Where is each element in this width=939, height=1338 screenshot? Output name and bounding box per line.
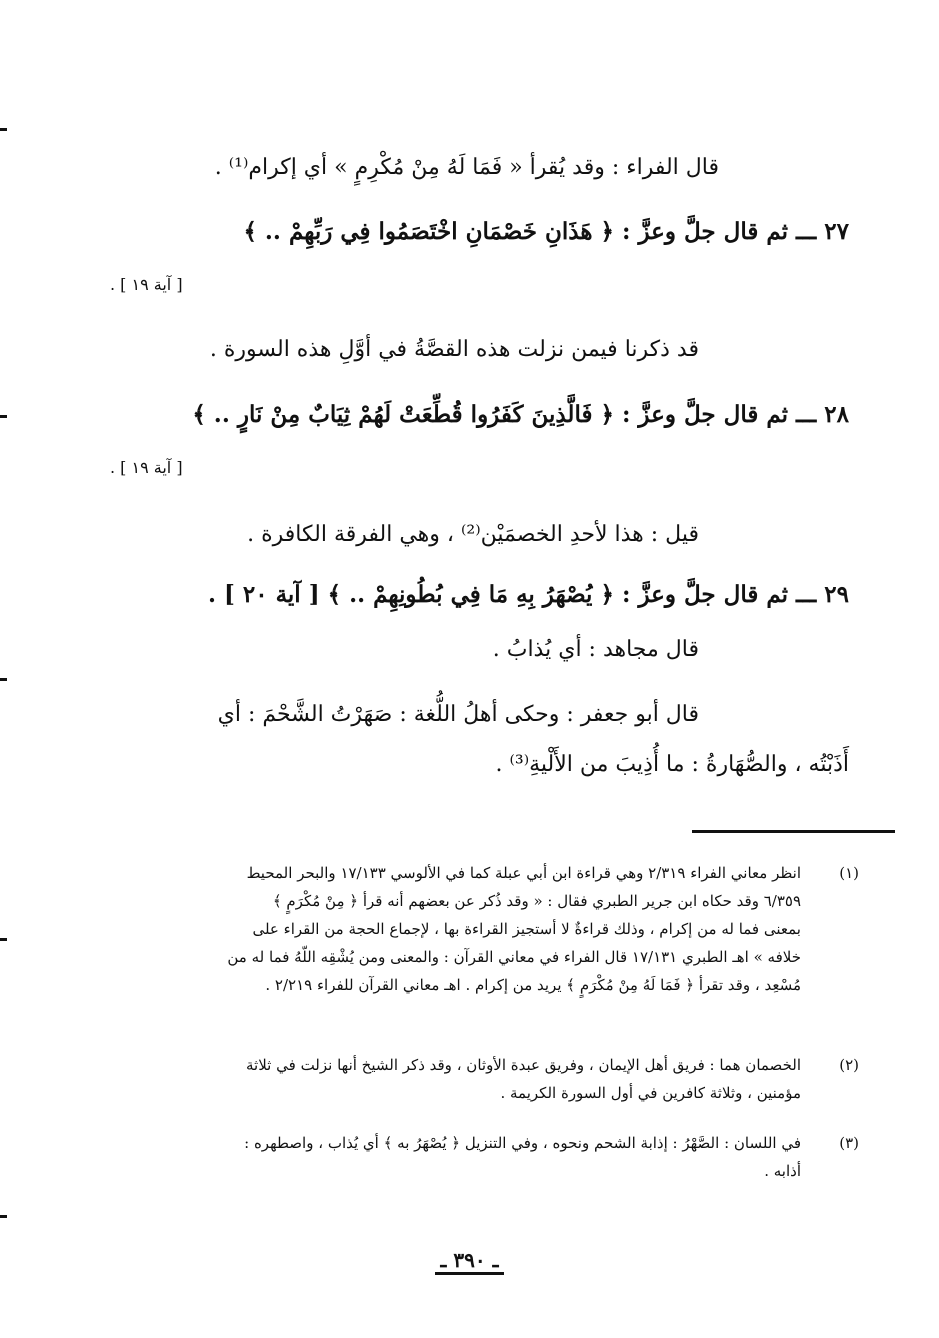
scan-edge-mark (0, 128, 7, 131)
footnote-2 (110, 1052, 859, 1112)
text-line: قيل : هذا لأحدِ الخصمَيْن⁽²⁾ ، وهي الفرقة الكافرة . (247, 522, 699, 547)
footnote-line: انظر معاني الفراء ٢/٣١٩ وهي قراءة ابن أبي عبلة كما في الألوسي ١٧/١٣٣ والبحر المحيط (246, 864, 801, 882)
scan-edge-mark (0, 678, 7, 681)
main-text (95, 0, 849, 820)
page-number-text: ـ ٣٩٠ ـ (435, 1248, 505, 1275)
footnote-line: أذابه . (764, 1162, 801, 1180)
footnote-line: بمعنى فما له من إكرام ، وذلك قراءةٌ لا أستجيز القراءة بها ، لإجماع الحجة من القراء على (252, 920, 801, 938)
verse-ref: [ آية ١٩ ] . (110, 275, 183, 294)
scan-edge-mark (0, 415, 7, 418)
text-line: أَذَبْتُه ، والصُّهَارةُ : ما أُذِيبَ من الأَلْيةِ⁽³⁾ . (495, 752, 849, 777)
scan-edge-mark (0, 938, 7, 941)
page-number (0, 1248, 939, 1272)
footnote-line: الخصمان هما : فريق أهل الإيمان ، وفريق عبدة الأوثان ، وقد ذكر الشيخ أنها نزلت في ثلاثة (246, 1056, 801, 1074)
verse-line-28: ٢٨ ـــ ثم قال جلَّ وعزَّ : ﴿ فَالَّذِينَ كَفَرُوا قُطِّعَتْ لَهُمْ ثِيَابٌ مِنْ نَارٍ .. ﴾ (192, 401, 849, 428)
footnotes (110, 860, 859, 1200)
text-line: قال الفراء : وقد يُقرأ « فَمَا لَهُ مِنْ مُكْرِمٍ » أي إكرام⁽¹⁾ . (214, 155, 719, 180)
footnote-line: في اللسان : الصَّهْرُ : إذابة الشحم ونحوه ، وفي التنزيل ﴿ يُصْهَرُ به ﴾ أي يُذاب ، واصطهره : (244, 1134, 801, 1152)
footnote-marker: (٢) (839, 1056, 859, 1074)
verse-ref: [ آية ١٩ ] . (110, 458, 183, 477)
text-line: قال مجاهد : أي يُذابُ . (492, 637, 699, 662)
footnote-line: خلافه » اهـ الطبري ١٧/١٣١ قال الفراء في معاني القرآن : والمعنى ومن يُشْقِه اللّهُ فما له من (227, 948, 801, 966)
footnote-3 (110, 1130, 859, 1190)
footnote-separator (692, 830, 895, 833)
scan-edge-mark (0, 1215, 7, 1218)
verse-line-27: ٢٧ ـــ ثم قال جلَّ وعزَّ : ﴿ هَذَانِ خَصْمَانِ اخْتَصَمُوا فِي رَبِّهِمْ .. ﴾ (243, 218, 849, 245)
footnote-marker: (١) (839, 864, 859, 882)
footnote-1 (110, 860, 859, 1000)
verse-line-29: ٢٩ ـــ ثم قال جلَّ وعزَّ : ﴿ يُصْهَرُ بِهِ مَا فِي بُطُونِهِمْ .. ﴾ [ آية ٢٠ ] . (207, 581, 849, 608)
text-line: قد ذكرنا فيمن نزلت هذه القصَّةُ في أوَّلِ هذه السورة . (209, 337, 699, 362)
footnote-line: مؤمنين ، وثلاثة كافرين في أول السورة الكريمة . (500, 1084, 801, 1102)
footnote-line: مُسْعِد ، وقد تقرأ ﴿ فَمَا لَهُ مِنْ مُكْرَمٍ ﴾ يريد من إكرام . اهـ معاني القرآن للفراء ٢/٢١٩ . (265, 976, 801, 994)
text-line: قال أبو جعفر : وحكى أهلُ اللُّغة : صَهَرْتُ الشَّحْمَ : أي (217, 702, 699, 727)
footnote-marker: (٣) (839, 1134, 859, 1152)
footnote-line: ٦/٣٥٩ وقد حكاه ابن جرير الطبري فقال : « وقد ذُكر عن بعضهم أنه قرأ ﴿ مِنْ مُكْرَمٍ ﴾ (272, 892, 801, 910)
